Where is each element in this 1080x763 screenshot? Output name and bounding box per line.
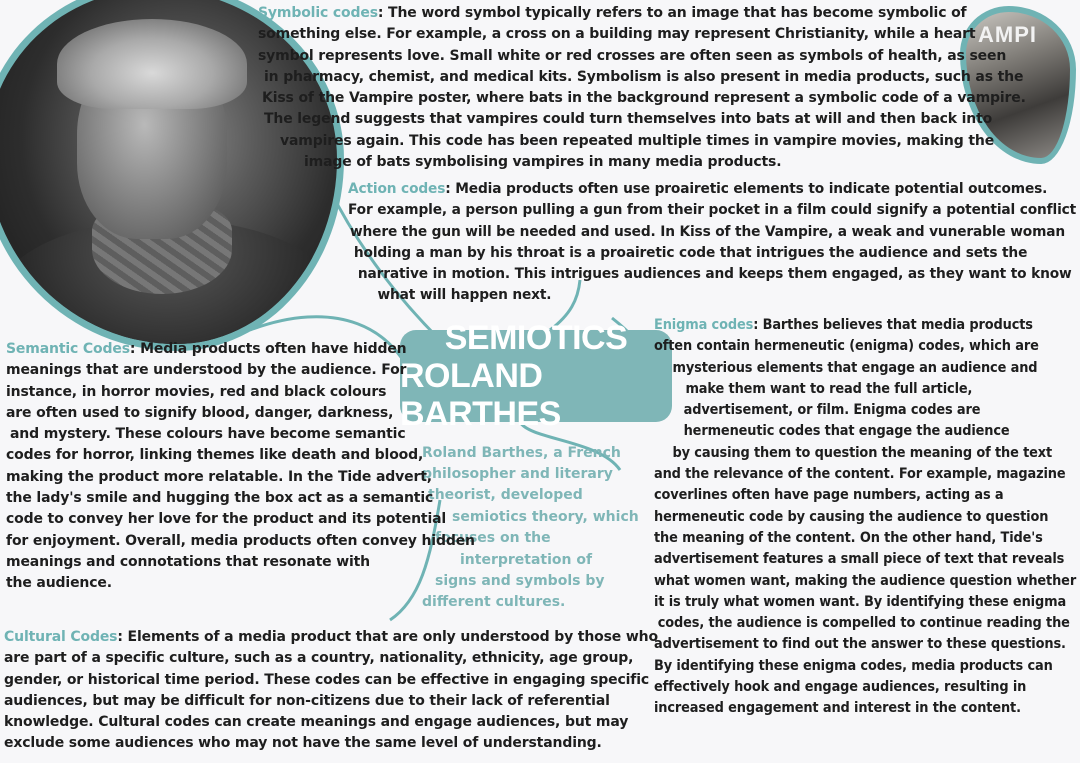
cultural-codes-heading: Cultural Codes bbox=[4, 629, 118, 645]
symbolic-codes-heading: Symbolic codes bbox=[258, 5, 378, 21]
action-codes-paragraph: Action codes: Media products often use proairetic elements to indicate potential outcomes. For example, a person pulling a gun from their pocket in a film could signify a potential conflict where the gun will be needed and used. In Kiss of the Vampire, a weak and vunerable woman holding a man by his throat is a proairetic code that intrigues the audience and sets the narrative in motion. This intrigues audiences and keeps them engaged, as they want to know what will happen next. bbox=[348, 181, 1077, 304]
intro-line: different cultures. bbox=[422, 594, 566, 610]
enigma-codes-heading: Enigma codes bbox=[654, 317, 754, 333]
action-codes-heading: Action codes bbox=[348, 181, 446, 197]
intro-line: signs and symbols by bbox=[435, 573, 605, 589]
cultural-codes-paragraph: Cultural Codes: Elements of a media product that are only understood by those who are part of a specific culture, such as a country, nationality, ethnicity, age group, gender, or historical time period. These codes can be effective in engaging specific audiences, but may be difficult for non-citizens due to their lack of referential knowledge. Cultural codes can create meanings and engage audiences, but may exclude some audiences who may not have the same level of understanding. bbox=[4, 629, 658, 752]
portrait-hair bbox=[57, 19, 247, 109]
intro-line: interpretation of bbox=[460, 552, 593, 568]
enigma-codes-paragraph: Enigma codes: Barthes believes that media products often contain hermeneutic (enigma) codes, which are mysterious elements that engage an audience and make them want to read the full article, advertisement, or film. Enigma codes are hermeneutic codes that engage the audience by causing them to question the meaning of the text and the relevance of the content. For example, magazine coverlines often have page numbers, acting as a hermeneutic code by causing the audience to question the meaning of the content. On the other hand, Tide's advertisement features a small piece of text that reveals what women want, making the audience question whether it is truly what women want. By identifying these enigma codes, the audience is compelled to continue reading the advertisement to find out the answer to these questions. By identifying these enigma codes, media products can effectively hook and engage audiences, resulting in increased engagement and interest in the content. bbox=[654, 317, 1077, 717]
intro-line: theorist, developed bbox=[428, 487, 583, 503]
semantic-codes-paragraph: Semantic Codes: Media products often have hidden meanings that are understood by the audience. For instance, in horror movies, red and black colours are often used to signify blood, danger, darkness, and mystery. These colours have become semantic codes for horror, linking themes like death and blood, making the product more relatable. In the Tide advert, the lady's smile and hugging the box act as a semantic code to convey her love for the product and its potential for enjoyment. Overall, media products often convey hidden meanings and connotations that resonate with the audience. bbox=[6, 341, 475, 592]
intro-line: semiotics theory, which bbox=[452, 509, 639, 525]
intro-line: focuses on the bbox=[435, 530, 551, 546]
title-line-1: SEMIOTICS bbox=[444, 319, 628, 357]
intro-line: philosopher and literary bbox=[422, 466, 613, 482]
symbolic-codes-paragraph: Symbolic codes: The word symbol typically refers to an image that has become symbolic of something else. For example, a cross on a building may represent Christianity, while a heart symbol represents love. Small white or red crosses are often seen as symbols of health, as seen in pharmacy, chemist, and medical kits. Symbolism is also present in media products, such as the Kiss of the Vampire poster, where bats in the background represent a symbolic code of a vampire. The legend suggests that vampires could turn themselves into bats at will and then back into vampires again. This code has been repeated multiple times in vampire movies, making the image of bats symbolising vampires in many media products. bbox=[258, 5, 1026, 171]
semantic-codes-heading: Semantic Codes bbox=[6, 341, 130, 357]
title-line-2: ROLAND BARTHES bbox=[400, 357, 561, 433]
intro-line: Roland Barthes, a French bbox=[422, 445, 621, 461]
poster-title: AMPI bbox=[978, 22, 1037, 47]
